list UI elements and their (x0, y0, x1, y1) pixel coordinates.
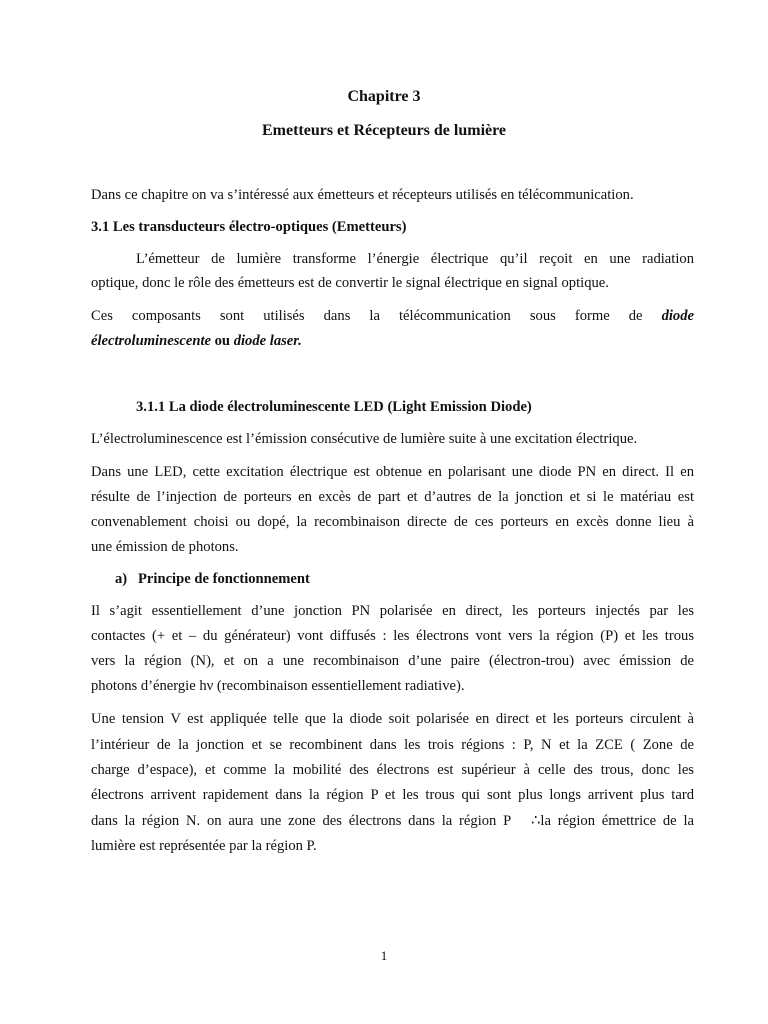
subsection-title: Principe de fonctionnement (138, 571, 310, 587)
intro-paragraph: Dans ce chapitre on va s’intéressé aux émetteurs et récepteurs utilisés en télécommunication. (91, 187, 634, 203)
paragraph-line: optique, donc le rôle des émetteurs est de convertir le signal électrique en signal optique. (91, 275, 609, 291)
paragraph-line: L’électroluminescence est l’émission consécutive de lumière suite à une excitation électrique. (91, 431, 638, 447)
paragraph-line: lumière est représentée par la région P. (91, 838, 317, 854)
paragraph-text: ou (210, 333, 234, 349)
paragraph-line: Il s’agit essentiellement d’une jonction PN polarisée en direct, les porteurs injectés par les (91, 603, 694, 619)
paragraph-line: l’intérieur de la jonction et se recombinent dans les trois régions : P, N et la ZCE ( Zone de (91, 737, 694, 753)
section-3-1-1-heading: 3.1.1 La diode électroluminescente LED (Light Emission Diode) (136, 399, 532, 415)
chapter-title: Emetteurs et Récepteurs de lumière (261, 122, 507, 139)
paragraph-line: Dans une LED, cette excitation électrique est obtenue en polarisant une diode PN en direct. Il en (91, 464, 694, 480)
paragraph-line: dans la région N. on aura une zone des électrons dans la région P ∴la région émettrice de la (91, 813, 694, 829)
paragraph-line: une émission de photons. (91, 539, 239, 555)
paragraph-line (91, 332, 302, 350)
paragraph-line: photons d’énergie hν (recombinaison essentiellement radiative). (91, 678, 465, 694)
chapter-number: Chapitre 3 (347, 88, 421, 105)
emphasis-text: électroluminescente (91, 333, 211, 349)
paragraph-line: résulte de l’injection de porteurs en excès de part et d’autres de la jonction et si le matériau est (91, 489, 694, 505)
paragraph-line: convenablement choisi ou dopé, la recombinaison directe de ces porteurs en excès donne lieu à (91, 514, 694, 530)
paragraph-line: L’émetteur de lumière transforme l’énergie électrique qu’il reçoit en une radiation (136, 251, 694, 267)
paragraph-line: électrons arrivent rapidement dans la région P et les trous qui sont plus longs arrivent plus tard (91, 787, 694, 803)
paragraph-line: vers la région (N), et on a une recombinaison d’une paire (électron-trou) avec émission de (91, 653, 694, 669)
section-3-1-heading: 3.1 Les transducteurs électro-optiques (Emetteurs) (91, 219, 407, 235)
paragraph-line: contactes (+ et – du générateur) vont diffusés : les électrons vont vers la région (P) et les trous (91, 628, 694, 644)
paragraph-line: Une tension V est appliquée telle que la diode soit polarisée en direct et les porteurs circulent à (91, 711, 694, 727)
paragraph-text: Ces composants sont utilisés dans la télécommunication sous forme de (91, 308, 643, 324)
paragraph-line: charge d’espace), et comme la mobilité des électrons est supérieur à celle des trous, donc les (91, 762, 694, 778)
emphasis-text: diode laser. (233, 333, 302, 349)
paragraph-line (91, 307, 694, 325)
emphasis-text: diode (661, 308, 695, 324)
subsection-marker: a) (115, 571, 128, 587)
page-number: 1 (380, 948, 388, 963)
